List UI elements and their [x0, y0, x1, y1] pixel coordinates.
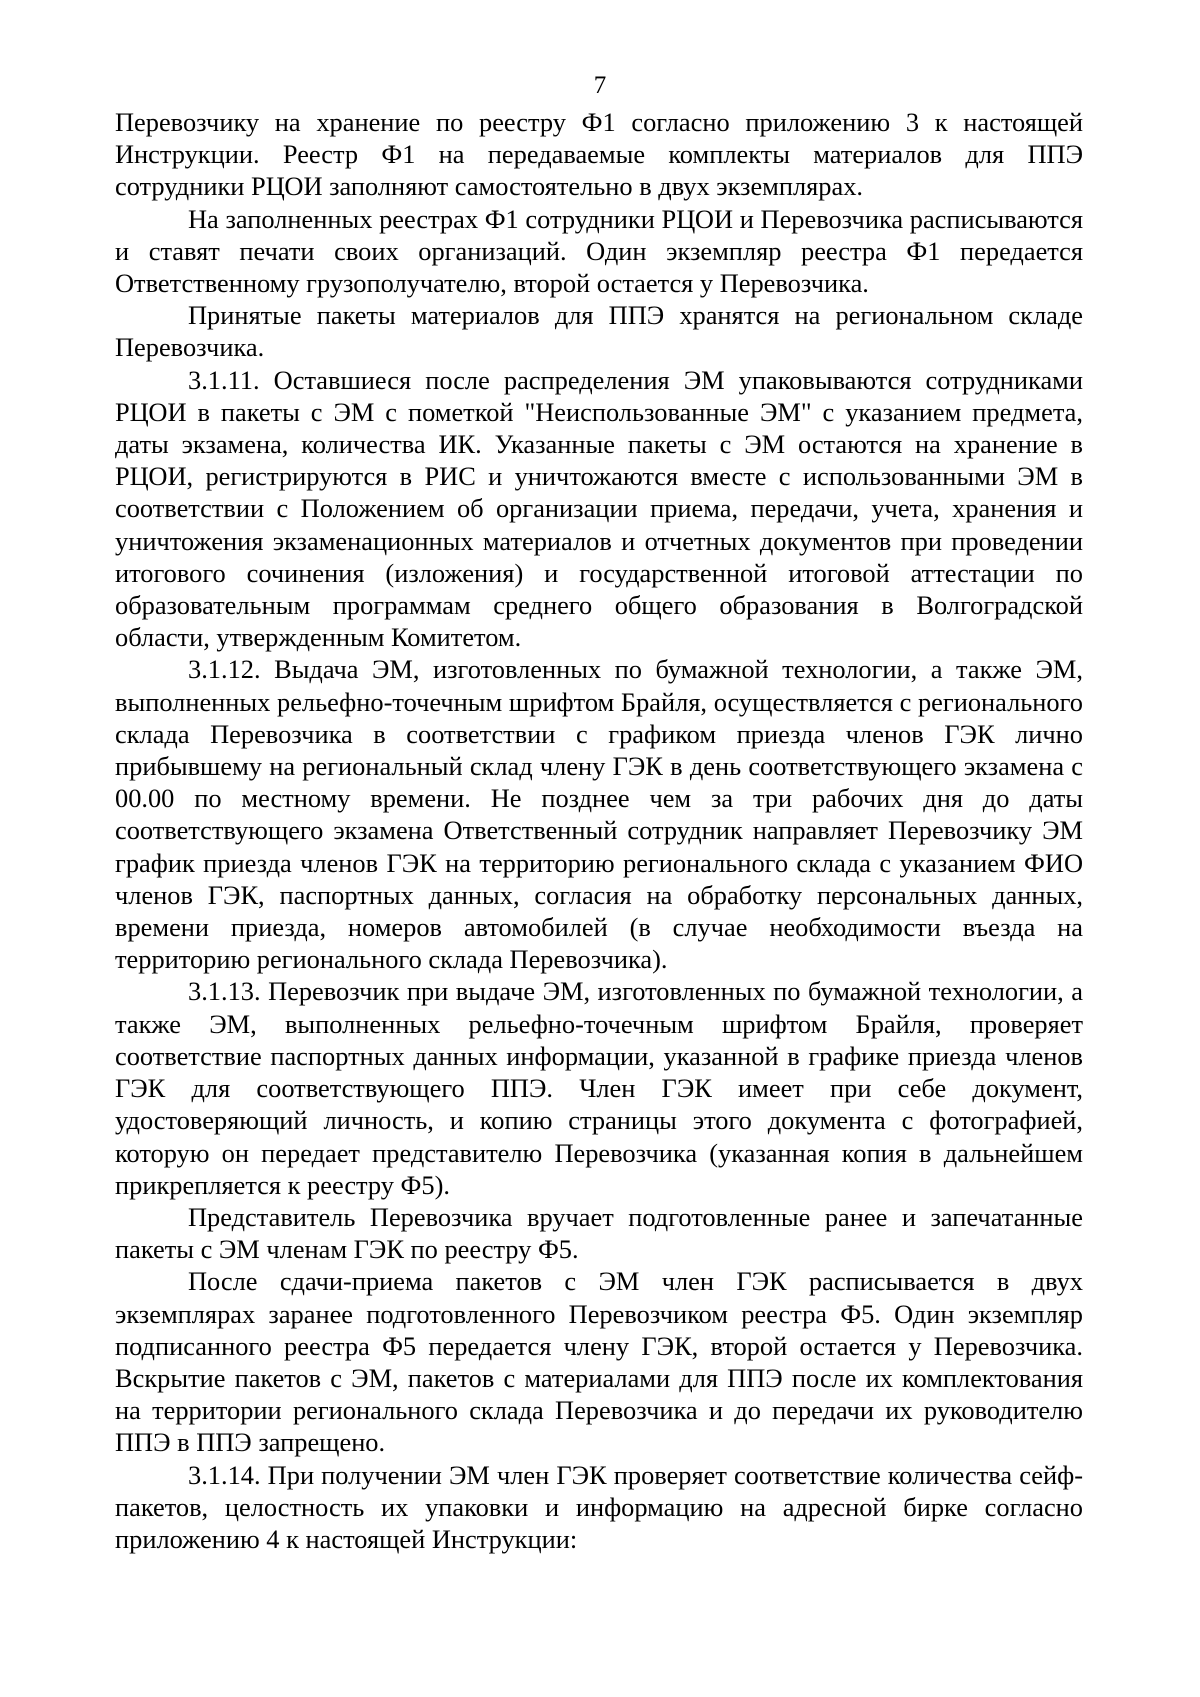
paragraph-9: 3.1.14. При получении ЭМ член ГЭК проверяет соответствие количества сейф-пакетов, целостность их упаковки и информацию на адресной бирке согласно приложению 4 к настоящей Инструкции: [115, 1459, 1083, 1554]
paragraph-8: После сдачи-приема пакетов с ЭМ член ГЭК расписывается в двух экземплярах заранее подготовленного Перевозчиком реестра Ф5. Один экземпляр подписанного реестра Ф5 передается члену ГЭК, второй остается у Перевозчика. Вскрытие пакетов с ЭМ, пакетов с материалами для ППЭ после их комплектования на территории регионального склада Перевозчика и до передачи их руководителю ППЭ в ППЭ запрещено. [115, 1266, 1083, 1458]
paragraph-5: 3.1.12. Выдача ЭМ, изготовленных по бумажной технологии, а также ЭМ, выполненных рельефно-точечным шрифтом Брайля, осуществляется с регионального склада Перевозчика в соответствии с графиком приезда членов ГЭК лично прибывшему на региональный склад члену ГЭК в день соответствующего экзамена с 00.00 по местному времени. Не позднее чем за три рабочих дня до даты соответствующего экзамена Ответственный сотрудник направляет Перевозчику ЭМ график приезда членов ГЭК на территорию регионального склада с указанием ФИО членов ГЭК, паспортных данных, согласия на обработку персональных данных, времени приезда, номеров автомобилей (в случае необходимости въезда на территорию регионального склада Перевозчика). [115, 654, 1083, 975]
page-number: 7 [593, 72, 607, 99]
paragraph-4: 3.1.11. Оставшиеся после распределения ЭМ упаковываются сотрудниками РЦОИ в пакеты с ЭМ с пометкой "Неиспользованные ЭМ" с указанием предмета, даты экзамена, количества ИК. Указанные пакеты с ЭМ остаются на хранение в РЦОИ, регистрируются в РИС и уничтожаются вместе с использованными ЭМ в соответствии с Положением об организации приема, передачи, учета, хранения и уничтожения экзаменационных материалов и отчетных документов при проведении итогового сочинения (изложения) и государственной итоговой аттестации по образовательным программам среднего общего образования в Волгоградской области, утвержденным Комитетом. [115, 364, 1083, 653]
paragraph-1: Перевозчику на хранение по реестру Ф1 согласно приложению 3 к настоящей Инструкции. Реестр Ф1 на передаваемые комплекты материалов для ППЭ сотрудники РЦОИ заполняют самостоятельно в двух экземплярах. [115, 107, 1083, 202]
paragraph-6: 3.1.13. Перевозчик при выдаче ЭМ, изготовленных по бумажной технологии, а также ЭМ, выполненных рельефно-точечным шрифтом Брайля, проверяет соответствие паспортных данных информации, указанной в графике приезда членов ГЭК для соответствующего ППЭ. Член ГЭК имеет при себе документ, удостоверяющий личность, и копию страницы этого документа с фотографией, которую он передает представителю Перевозчика (указанная копия в дальнейшем прикрепляется к реестру Ф5). [115, 976, 1083, 1200]
document-body [115, 106, 1083, 1555]
paragraph-2: На заполненных реестрах Ф1 сотрудники РЦОИ и Перевозчика расписываются и ставят печати своих организаций. Один экземпляр реестра Ф1 передается Ответственному грузополучателю, второй остается у Перевозчика. [115, 203, 1083, 299]
paragraph-3: Принятые пакеты материалов для ППЭ хранятся на региональном складе Перевозчика. [115, 300, 1083, 363]
paragraph-7: Представитель Перевозчика вручает подготовленные ранее и запечатанные пакеты с ЭМ членам ГЭК по реестру Ф5. [115, 1201, 1083, 1265]
